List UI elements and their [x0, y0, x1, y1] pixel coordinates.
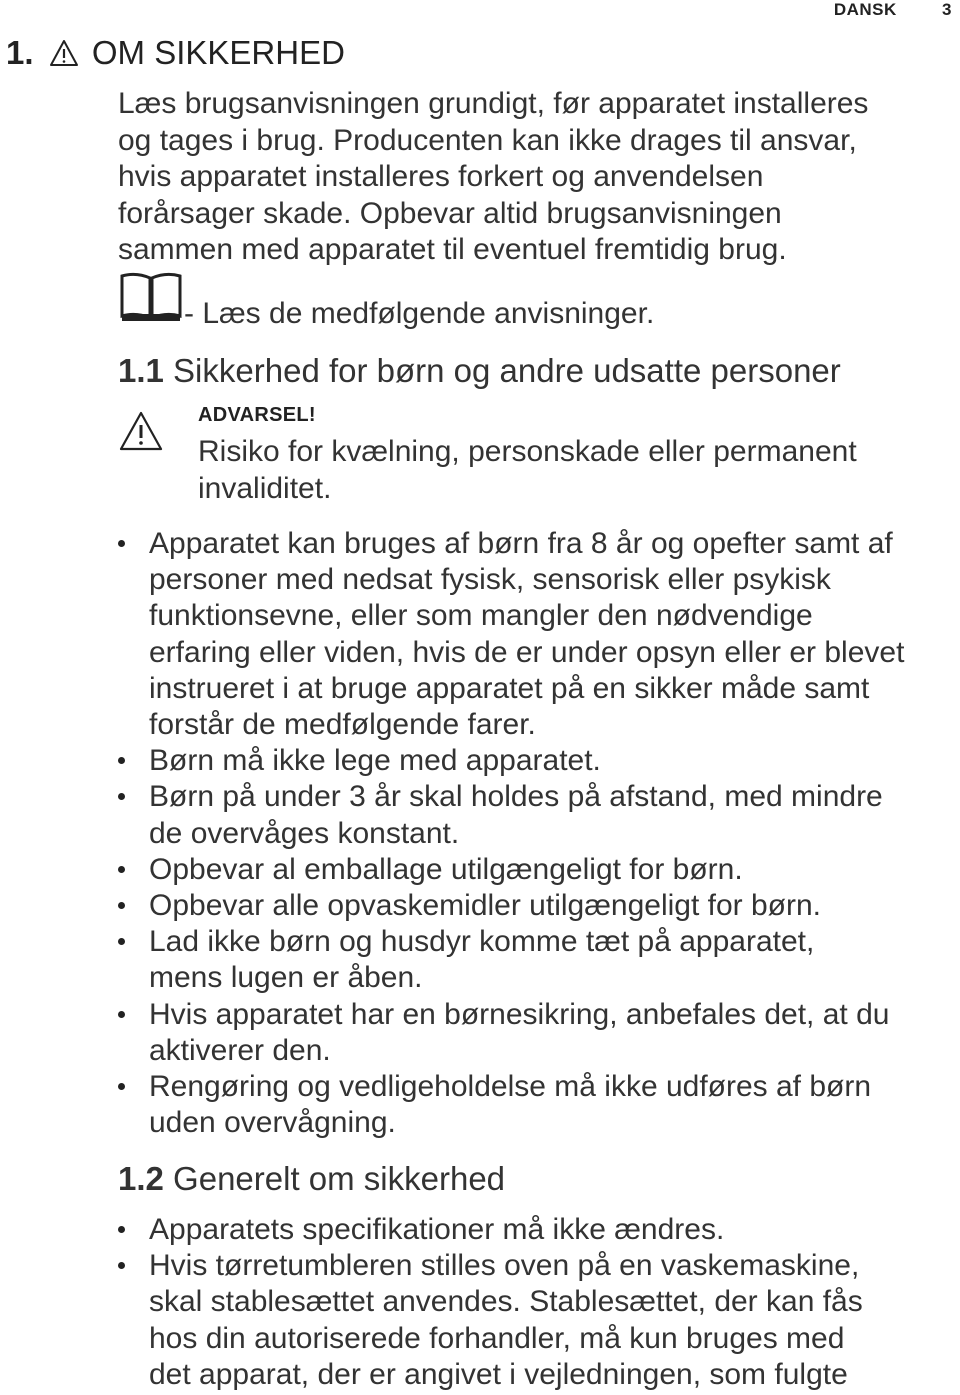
list-item-line: Opbevar al emballage utilgængeligt for børn.: [149, 852, 743, 886]
bullet-dot: [118, 757, 125, 764]
list-item: [118, 1069, 960, 1141]
warning-text-line: invaliditet.: [198, 471, 332, 505]
intro-line: hvis apparatet installeres forkert og anvendelsen: [118, 160, 764, 193]
list-item-line: instrueret i at bruge apparatet på en sikker måde samt: [149, 671, 870, 705]
subsection-number: 1.1: [118, 352, 164, 389]
list-item-line: det apparat, der er angivet i vejledningen, som fulgte: [149, 1357, 848, 1391]
warning-triangle-icon: [118, 410, 164, 457]
section-title: OM SIKKERHED: [91, 34, 345, 71]
subsection-heading-1: [118, 352, 841, 390]
intro-line: Læs brugsanvisningen grundigt, før apparatet installeres: [118, 87, 869, 120]
list-item-line: Børn må ikke lege med apparatet.: [149, 744, 601, 778]
warning-text-line: Risiko for kvælning, personskade eller permanent: [198, 435, 857, 468]
section-heading: [6, 34, 345, 75]
page-header: [834, 0, 952, 20]
list-item-line: Apparatets specifikationer må ikke ændres.: [149, 1213, 725, 1246]
book-note-text: - Læs de medfølgende anvisninger.: [184, 297, 655, 330]
list-item-line: uden overvågning.: [149, 1106, 396, 1140]
subsection-title: Sikkerhed for børn og andre udsatte personer: [173, 352, 841, 389]
list-item-line: Apparatet kan bruges af børn fra 8 år og opefter samt af: [149, 527, 893, 560]
list-item-line: mens lugen er åben.: [149, 961, 423, 995]
subsection-heading-2: [118, 1160, 505, 1198]
open-book-icon: [118, 270, 184, 332]
list-item-line: Hvis apparatet har en børnesikring, anbefales det, at du: [149, 997, 890, 1031]
bullet-dot: [118, 1226, 125, 1233]
warning-label: ADVARSEL!: [198, 404, 316, 426]
book-note: [118, 270, 948, 330]
list-item-line: forstår de medfølgende farer.: [149, 708, 536, 742]
intro-line: forårsager skade. Opbevar altid brugsanvisningen: [118, 196, 782, 230]
subsection-title: Generelt om sikkerhed: [173, 1160, 506, 1197]
bullet-dot: [118, 793, 125, 800]
list-item-line: Børn på under 3 år skal holdes på afstand, med mindre: [149, 780, 883, 814]
list-item-line: aktiverer den.: [149, 1033, 331, 1067]
list-item-line: personer med nedsat fysisk, sensorisk eller psykisk: [149, 563, 831, 597]
section-number: 1.: [6, 34, 34, 71]
list-item-line: funktionsevne, eller som mangler den nødvendige: [149, 599, 813, 633]
list-item-line: skal stablesættet anvendes. Stablesættet, der kan fås: [149, 1285, 863, 1319]
warning-text: [198, 434, 938, 507]
list-item-line: erfaring eller viden, hvis de er under opsyn eller er blevet: [149, 635, 905, 669]
bullet-dot: [118, 902, 125, 909]
language-label: DANSK: [833, 0, 897, 19]
subsection-number: 1.2: [118, 1160, 164, 1197]
list-item-line: Lad ikke børn og husdyr komme tæt på apparatet,: [149, 925, 815, 959]
safety-list-general: [118, 1212, 960, 1393]
intro-line: sammen med apparatet til eventuel fremtidig brug.: [118, 233, 787, 266]
page-number: 3: [942, 0, 952, 19]
bullet-dot: [118, 1011, 125, 1018]
bullet-dot: [118, 938, 125, 945]
list-item: [118, 888, 960, 924]
list-item: [118, 526, 960, 743]
bullet-dot: [118, 866, 125, 873]
list-item: [118, 924, 960, 996]
list-item-line: Hvis tørretumbleren stilles oven på en vaskemaskine,: [149, 1249, 860, 1283]
list-item-line: Opbevar alle opvaskemidler utilgængeligt for børn.: [149, 889, 821, 923]
bullet-dot: [118, 1262, 125, 1269]
warning-triangle-icon: [49, 37, 79, 75]
bullet-dot: [118, 1083, 125, 1090]
safety-list-children: [118, 526, 960, 1141]
list-item-line: hos din autoriserede forhandler, må kun bruges med: [149, 1321, 845, 1355]
intro-line: og tages i brug. Producenten kan ikke drages til ansvar,: [118, 123, 857, 157]
list-item: [118, 1248, 960, 1393]
list-item: [118, 997, 960, 1069]
intro-paragraph: [118, 86, 948, 269]
list-item-line: Rengøring og vedligeholdelse må ikke udføres af børn: [149, 1070, 872, 1104]
bullet-dot: [118, 540, 125, 547]
list-item: [118, 779, 960, 851]
list-item-line: de overvåges konstant.: [149, 816, 460, 850]
list-item: [118, 852, 960, 888]
list-item: [118, 743, 960, 779]
list-item: [118, 1212, 960, 1248]
